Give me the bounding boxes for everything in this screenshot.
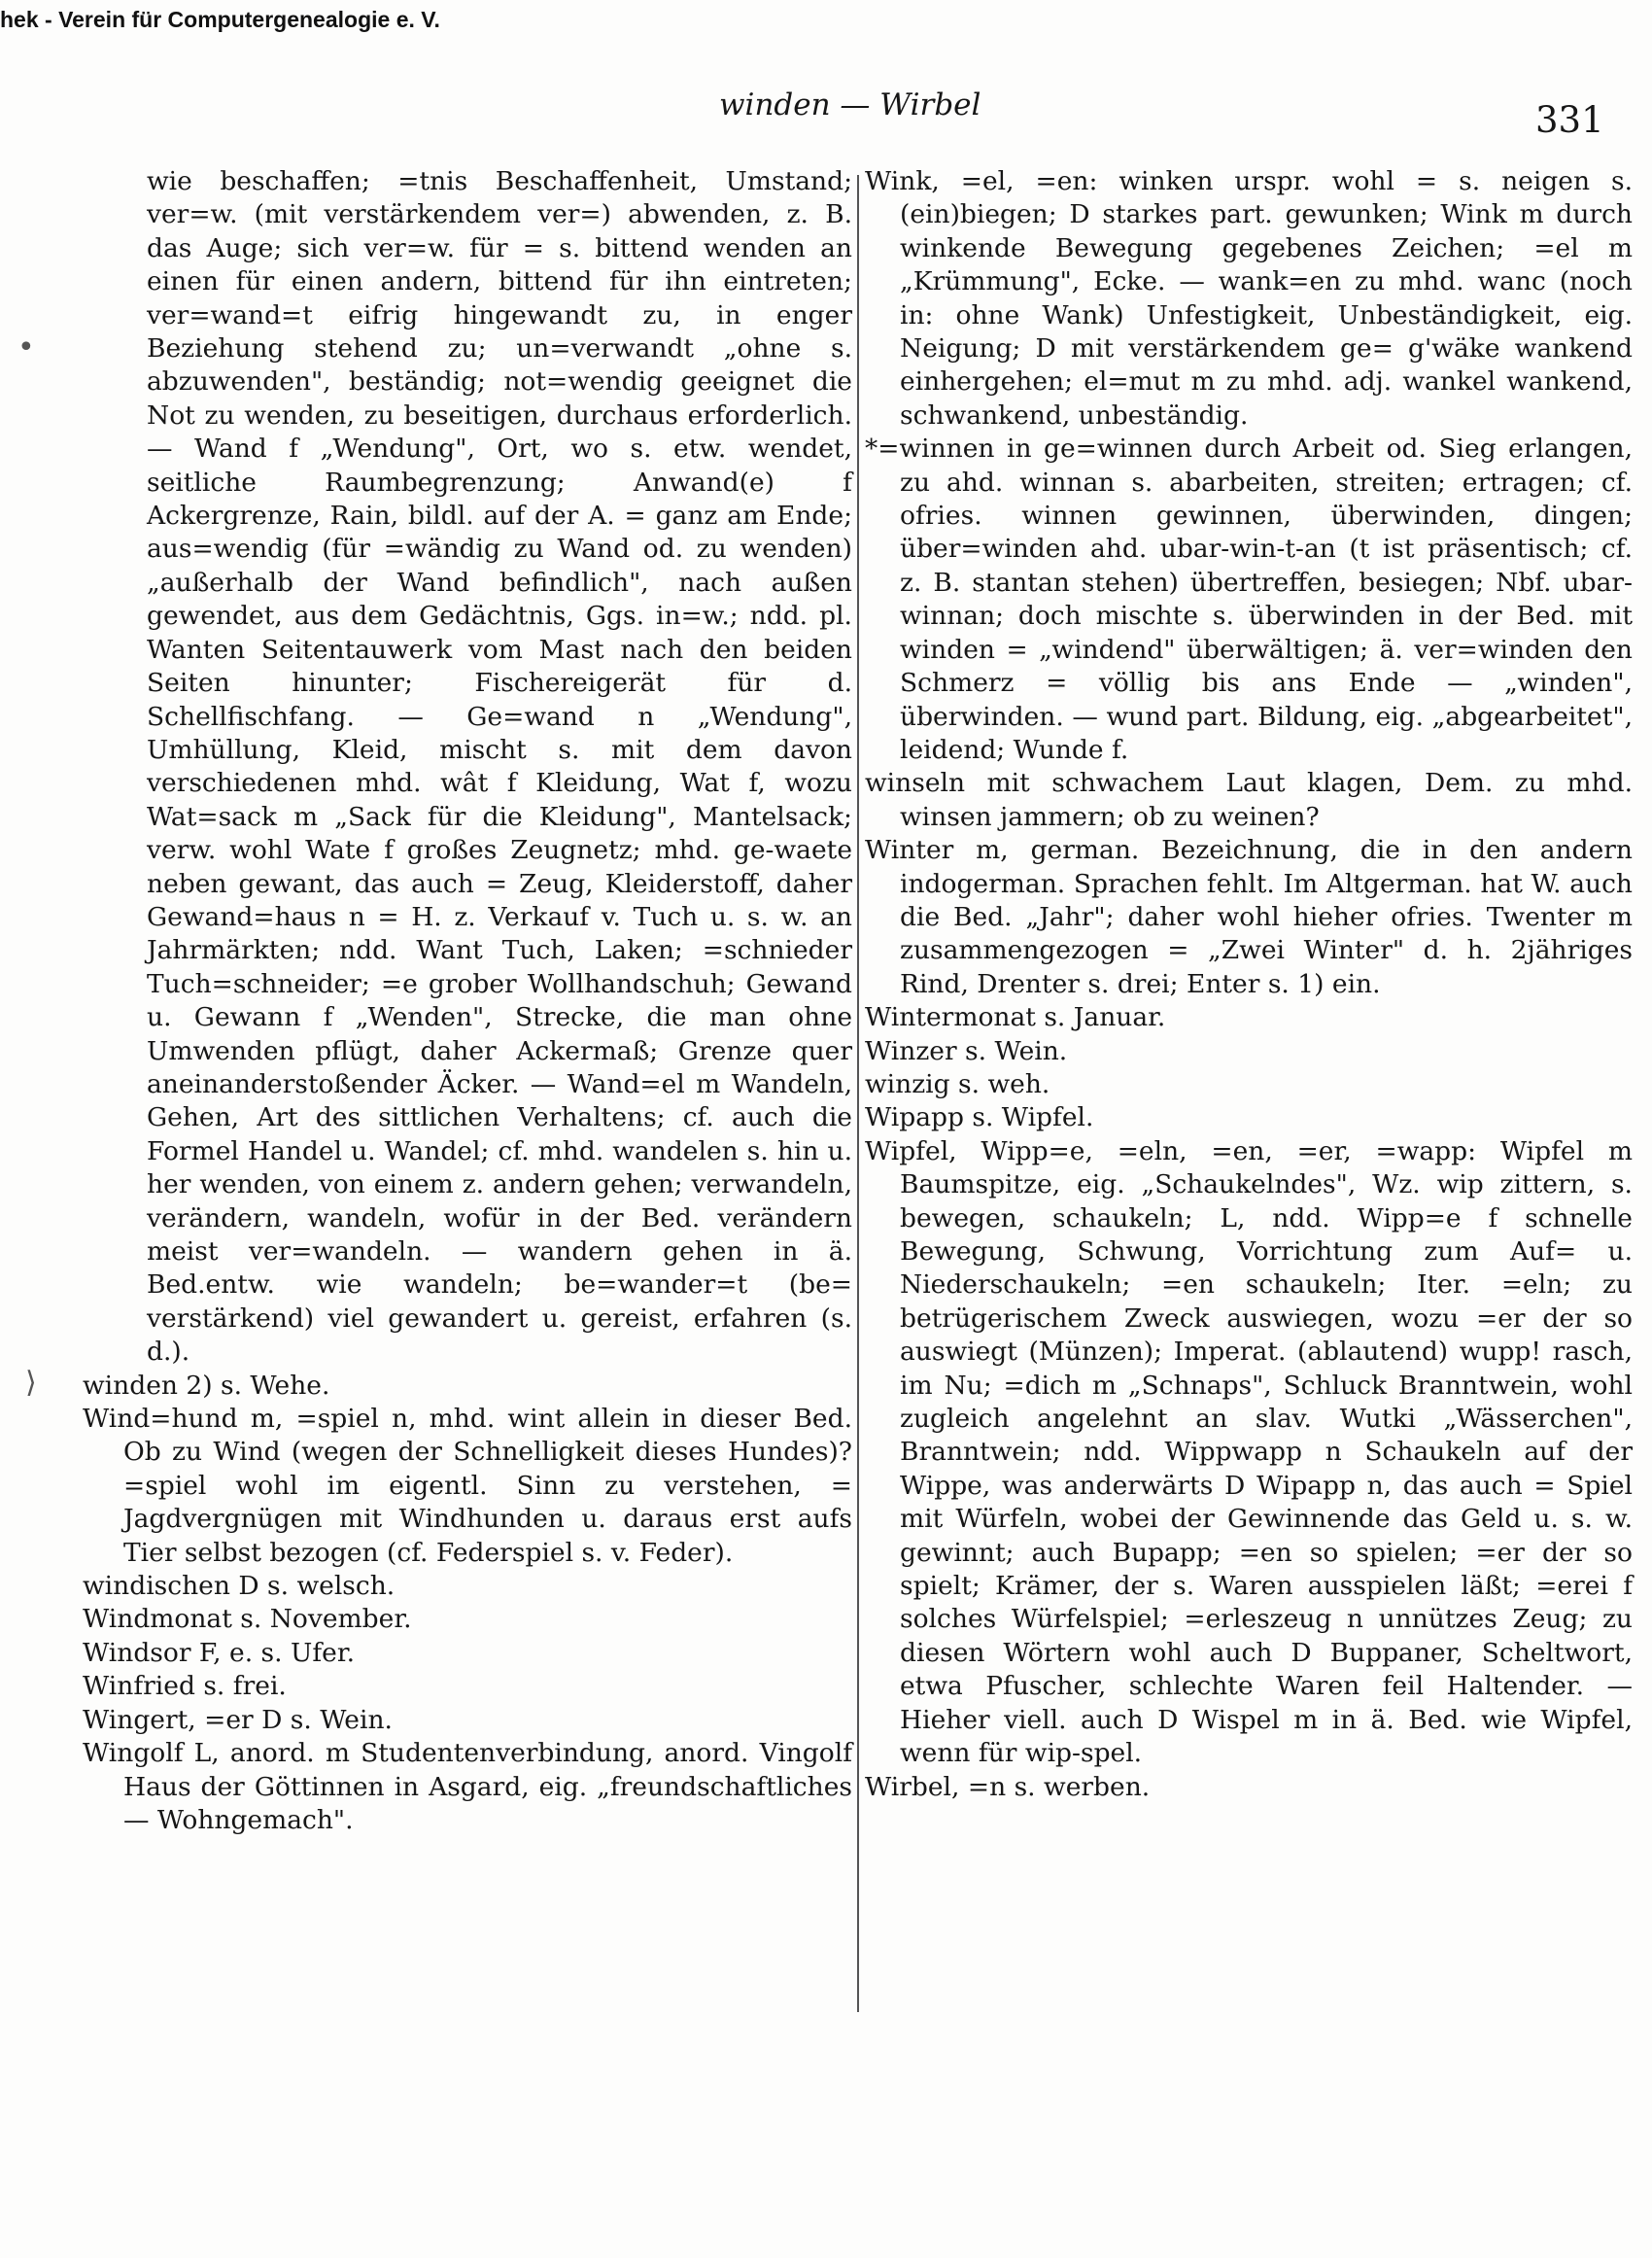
margin-dot-icon: • (17, 330, 35, 365)
dictionary-entry: wie beschaffen; =tnis Beschaffenheit, Umstand; ver=w. (mit verstärkendem ver=) abwenden, z. B. das Auge; sich ver=w. für = s. bittend wenden an einen für einen andern, bittend für ihn eintreten; ver=wand=t eifrig hingewandt zu, in enger Beziehung stehend zu; un=verwandt „ohne s. abzuwenden", beständig; not=wendig geeignet die Not zu wenden, zu beseitigen, durchaus erforderlich. — Wand f „Wendung", Ort, wo s. etw. wendet, seitliche Raumbegrenzung; Anwand(e) f Ackergrenze, Rain, bildl. auf der A. = ganz am Ende; aus=wendig (für =wändig zu Wand od. zu wenden) „außerhalb der Wand befindlich", nach außen gewendet, aus dem Gedächtnis, Ggs. in=w.; ndd. pl. Wanten Seitentauwerk vom Mast nach den beiden Seiten hinunter; Fischereigerät für d. Schellfischfang. — Ge=wand n „Wendung", Umhüllung, Kleid, mischt s. mit dem davon verschiedenen mhd. wât f Kleidung, Wat f, wozu Wat=sack m „Sack für die Kleidung", Mantelsack; verw. wohl Wate f großes Zeugnetz; mhd. ge-waete neben gewant, das auch = Zeug, Kleiderstoff, daher Gewand=haus n = H. z. Verkauf v. Tuch u. s. w. an Jahrmärkten; ndd. Want Tuch, Laken; =schnieder Tuch=schneider; =e grober Wollhandschuh; Gewand u. Gewann f „Wenden", Strecke, die man ohne Umwenden pflügt, daher Ackermaß; Grenze quer aneinanderstoßender Äcker. — Wand=el m Wandeln, Gehen, Art des sittlichen Verhaltens; cf. auch die Formel Handel u. Wandel; cf. mhd. wandelen s. hin u. her wenden, von einem z. andern gehen; verwandeln, verändern, wandeln, wofür in der Bed. verändern meist ver=wandeln. — wandern gehen in ä. Bed.entw. wie wandeln; be=wander=t (be= verstärkend) viel gewandert u. gereist, erfahren (s. d.). (147, 166, 852, 1368)
dictionary-entry: Wink, =el, =en: winken urspr. wohl = s. neigen s. (ein)biegen; D starkes part. gewunken; Wink m durch winkende Bewegung gegebenes Zeichen; =el m „Krümmung", Ecke. — wank=en zu mhd. wanc (noch in: ohne Wank) Unfestigkeit, Unbeständigkeit, eig. Neigung; D mit verstärkendem ge= g'wäke wankend einhergehen; el=mut m zu mhd. adj. wankel wankend, schwankend, unbeständig. (865, 166, 1633, 431)
dictionary-entry: *=winnen in ge=winnen durch Arbeit od. Sieg erlangen, zu ahd. winnan s. abarbeiten, streiten; ertragen; cf. ofries. winnen gewinnen, überwinden, dingen; über=winden ahd. ubar-win-t-an (t ist präsentisch; cf. z. B. stantan stehen) übertreffen, besiegen; Nbf. ubar-winnan; doch mischte s. überwinden in der Bed. mit winden = „windend" überwältigen; ä. ver=winden den Schmerz = völlig bis ans Ende — „winden", überwinden. — wund part. Bildung, eig. „abgearbeitet", leidend; Wunde f. (865, 434, 1633, 765)
running-head: winden — Wirbel (719, 87, 981, 122)
dictionary-entry: Winter m, german. Bezeichnung, die in den andern indogerman. Sprachen fehlt. Im Altgerman. hat W. auch die Bed. „Jahr"; daher wohl hieher ofries. Twenter m zusammengezogen = „Zwei Winter" d. h. 2jähriges Rind, Drenter s. drei; Enter s. 1) ein. (865, 835, 1633, 999)
dictionary-entry: Windmonat s. November. (83, 1604, 412, 1635)
dictionary-entry: Winfried s. frei. (83, 1671, 287, 1702)
dictionary-entry: winseln mit schwachem Laut klagen, Dem. zu mhd. winsen jammern; ob zu weinen? (865, 768, 1633, 832)
dictionary-entry: winden 2) s. Wehe. (83, 1370, 330, 1401)
column-divider (857, 175, 859, 2012)
dictionary-entry: windischen D s. welsch. (83, 1571, 396, 1602)
archive-watermark: hek - Verein für Computergenealogie e. V. (0, 7, 440, 32)
dictionary-entry: Wipapp s. Wipfel. (865, 1102, 1094, 1133)
dictionary-entry: Wirbel, =n s. werben. (865, 1771, 1151, 1802)
margin-bracket-icon: ⟩ (25, 1366, 37, 1400)
dictionary-entry: Wipfel, Wipp=e, =eln, =en, =er, =wapp: Wipfel m Baumspitze, eig. „Schaukelndes", Wz. wip zittern, s. bewegen, schaukeln; L, ndd. Wipp=e f schnelle Bewegung, Schwung, Vorrichtung zum Auf= u. Niederschaukeln; =en schaukeln; Iter. =eln; zu betrügerischem Zweck auswiegen, wozu =er der so auswiegt (Münzen); Imperat. (ablautend) wupp! rasch, im Nu; =dich m „Schnaps", Schluck Branntwein, wohl zugleich angelehnt an slav. Wutki „Wässerchen", Branntwein; ndd. Wippwapp n Schaukeln auf der Wippe, was anderwärts D Wipapp n, das auch = Spiel mit Würfeln, wobei der Gewinnende das Geld u. s. w. gewinnt; auch Bupapp; =en so spielen; =er der so spielt; Krämer, der s. Waren ausspielen läßt; =erei f solches Würfelspiel; =erleszeug n unnützes Zeug; zu diesen Wörtern wohl auch D Buppaner, Scheltwort, etwa Pfuscher, schlechte Waren feil Haltender. — Hieher viell. auch D Wispel m in ä. Bed. wie Wipfel, wenn für wip-spel. (865, 1135, 1633, 1769)
dictionary-entry: Winzer s. Wein. (865, 1035, 1068, 1066)
left-column (83, 165, 852, 1837)
page-number: 331 (1535, 99, 1604, 141)
dictionary-entry: Wind=hund m, =spiel n, mhd. wint allein in dieser Bed. Ob zu Wind (wegen der Schnelligkeit dieses Hundes)? =spiel wohl im eigentl. Sinn zu verstehen, = Jagdvergnügen mit Windhunden u. daraus erst aufs Tier selbst bezogen (cf. Federspiel s. v. Feder). (83, 1404, 852, 1568)
dictionary-entry: winzig s. weh. (865, 1068, 1050, 1099)
dictionary-entry: Wintermonat s. Januar. (865, 1002, 1166, 1033)
dictionary-entry: Wingert, =er D s. Wein. (83, 1704, 393, 1735)
right-column (865, 165, 1633, 1804)
dictionary-entry: Wingolf L, anord. m Studentenverbindung, anord. Vingolf Haus der Göttinnen in Asgard, eig. „freundschaftliches — Wohngemach". (83, 1738, 852, 1835)
dictionary-entry: Windsor F, e. s. Ufer. (83, 1637, 356, 1668)
